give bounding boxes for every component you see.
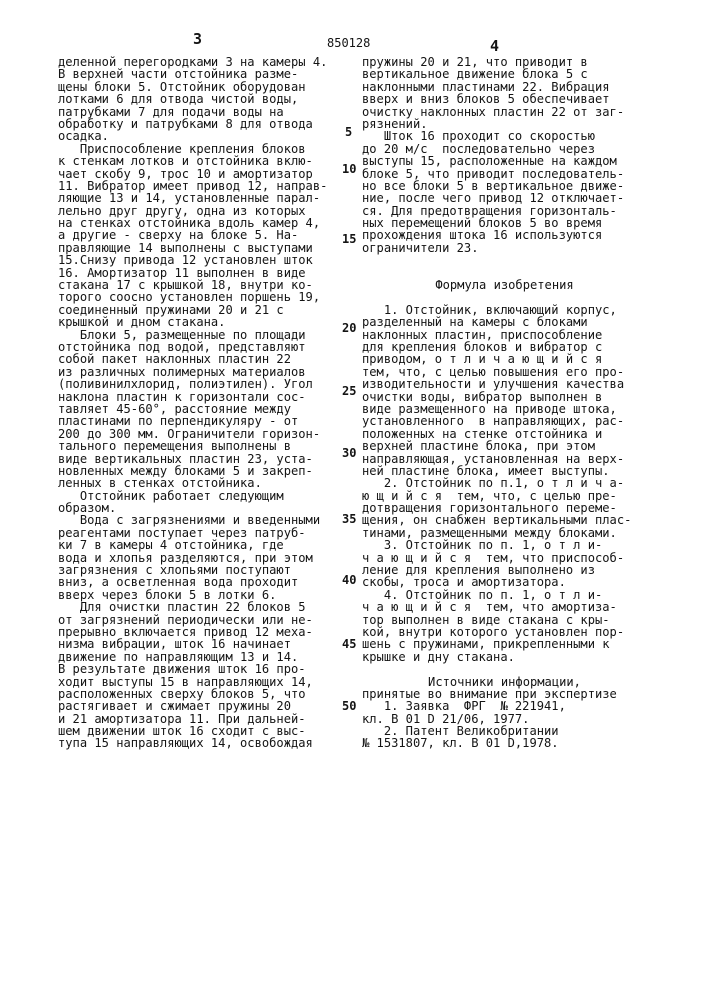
text-line: для крепления блоков и вибратор с: [362, 341, 647, 353]
line-number: 5: [345, 125, 352, 139]
text-line: ч а ю щ и й с я тем, что приспособ-: [362, 552, 647, 564]
text-line: от загрязнений периодически или не-: [58, 614, 340, 626]
line-number: 45: [342, 637, 356, 651]
text-line: тупа 15 направляющих 14, освобождая: [58, 737, 340, 749]
text-line: 11. Вибратор имеет привод 12, направ-: [58, 180, 340, 192]
text-line: правляющие 14 выполнены с выступами: [58, 242, 340, 254]
text-line: к стенкам лотков и отстойника вклю-: [58, 155, 340, 167]
text-line: щения, он снабжен вертикальными плас-: [362, 514, 647, 526]
text-line: Блоки 5, размещенные по площади: [58, 329, 340, 341]
right-column-text: [362, 56, 647, 750]
text-line: соединенный пружинами 20 и 21 с: [58, 304, 340, 316]
text-line: наклонных пластин, приспособление: [362, 329, 647, 341]
section-heading: Формула изобретения: [362, 279, 647, 291]
patent-number: 850128: [327, 36, 370, 50]
text-line: ограничители 23.: [362, 242, 647, 254]
text-line: деленной перегородками 3 на камеры 4.: [58, 56, 340, 68]
text-line: тем, что, с целью повышения его про-: [362, 366, 647, 378]
line-number: 15: [342, 232, 356, 246]
text-line: вверх через блоки 5 в лотки 6.: [58, 589, 340, 601]
text-line: ч а ю щ и й с я тем, что амортиза-: [362, 601, 647, 613]
text-line: рязнений.: [362, 118, 647, 130]
text-line: загрязнения с хлопьями поступают: [58, 564, 340, 576]
line-number: 50: [342, 699, 356, 713]
text-line: очистку наклонных пластин 22 от заг-: [362, 106, 647, 118]
text-line: вода и хлопья разделяются, при этом: [58, 552, 340, 564]
text-line: дотвращения горизонтального переме-: [362, 502, 647, 514]
text-line: 4. Отстойник по п. 1, о т л и-: [362, 589, 647, 601]
text-line: стакана 17 с крышкой 18, внутри ко-: [58, 279, 340, 291]
text-line: на стенках отстойника вдоль камер 4,: [58, 217, 340, 229]
left-column-text: [58, 56, 340, 750]
page-number-left: 3: [193, 30, 202, 48]
text-line: [362, 291, 647, 303]
text-line: Вода с загрязнениями и введенными: [58, 514, 340, 526]
text-line: ходит выступы 15 в направляющих 14,: [58, 676, 340, 688]
text-line: пластинами по перпендикуляру - от: [58, 415, 340, 427]
text-line: прерывно включается привод 12 меха-: [58, 626, 340, 638]
text-line: Приспособление крепления блоков: [58, 143, 340, 155]
text-line: крышкой и дном стакана.: [58, 316, 340, 328]
text-line: отстойника под водой, представляют: [58, 341, 340, 353]
text-line: приводом, о т л и ч а ю щ и й с я: [362, 353, 647, 365]
text-line: лотками 6 для отвода чистой воды,: [58, 93, 340, 105]
text-line: выступы 15, расположенные на каждом: [362, 155, 647, 167]
text-line: (поливинилхлорид, полиэтилен). Угол: [58, 378, 340, 390]
text-line: [362, 663, 647, 675]
text-line: разделенный на камеры с блоками: [362, 316, 647, 328]
text-line: 3. Отстойник по п. 1, о т л и-: [362, 539, 647, 551]
line-number: 35: [342, 512, 356, 526]
line-number: 25: [342, 384, 356, 398]
text-line: щены блоки 5. Отстойник оборудован: [58, 81, 340, 93]
text-line: ляющие 13 и 14, установленные парал-: [58, 192, 340, 204]
text-line: но все блоки 5 в вертикальное движе-: [362, 180, 647, 192]
text-line: принятые во внимание при экспертизе: [362, 688, 647, 700]
text-line: тор выполнен в виде стакана с кры-: [362, 614, 647, 626]
text-line: 1. Отстойник, включающий корпус,: [362, 304, 647, 316]
text-line: растягивает и сжимает пружины 20: [58, 700, 340, 712]
text-line: ся. Для предотвращения горизонталь-: [362, 205, 647, 217]
text-line: тального перемещения выполнены в: [58, 440, 340, 452]
text-line: 15.Снизу привода 12 установлен шток: [58, 254, 340, 266]
text-line: В результате движения шток 16 про-: [58, 663, 340, 675]
text-line: низма вибрации, шток 16 начинает: [58, 638, 340, 650]
text-line: лельно друг другу, одна из которых: [58, 205, 340, 217]
text-line: виде размещенного на приводе штока,: [362, 403, 647, 415]
text-line: 16. Амортизатор 11 выполнен в виде: [58, 267, 340, 279]
text-line: изводительности и улучшения качества: [362, 378, 647, 390]
text-line: обработку и патрубками 8 для отвода: [58, 118, 340, 130]
text-line: 200 до 300 мм. Ограничители горизон-: [58, 428, 340, 440]
text-line: В верхней части отстойника разме-: [58, 68, 340, 80]
text-line: тавляет 45-60°, расстояние между: [58, 403, 340, 415]
text-line: вниз, а осветленная вода проходит: [58, 576, 340, 588]
text-line: ние, после чего привод 12 отключает-: [362, 192, 647, 204]
text-line: расположенных сверху блоков 5, что: [58, 688, 340, 700]
text-line: ю щ и й с я тем, что, с целью пре-: [362, 490, 647, 502]
line-number: 20: [342, 321, 356, 335]
text-line: шень с пружинами, прикрепленными к: [362, 638, 647, 650]
text-line: 2. Отстойник по п.1, о т л и ч а-: [362, 477, 647, 489]
text-line: ление для крепления выполнено из: [362, 564, 647, 576]
text-line: и 21 амортизатора 11. При дальней-: [58, 713, 340, 725]
text-line: наклонными пластинами 22. Вибрация: [362, 81, 647, 93]
line-number: 30: [342, 446, 356, 460]
text-line: тинами, размещенными между блоками.: [362, 527, 647, 539]
text-line: пружины 20 и 21, что приводит в: [362, 56, 647, 68]
text-line: прохождения штока 16 используются: [362, 229, 647, 241]
text-line: очистки воды, вибратор выполнен в: [362, 391, 647, 403]
text-line: из различных полимерных материалов: [58, 366, 340, 378]
text-line: вверх и вниз блоков 5 обеспечивает: [362, 93, 647, 105]
text-line: кл. В 01 D 21/06, 1977.: [362, 713, 647, 725]
text-line: торого соосно установлен поршень 19,: [58, 291, 340, 303]
text-line: 1. Заявка ФРГ № 221941,: [362, 700, 647, 712]
line-number: 40: [342, 573, 356, 587]
text-line: ней пластине блока, имеет выступы.: [362, 465, 647, 477]
text-line: новленных между блоками 5 и закреп-: [58, 465, 340, 477]
text-line: [362, 254, 647, 266]
text-line: блоке 5, что приводит последователь-: [362, 168, 647, 180]
text-line: Для очистки пластин 22 блоков 5: [58, 601, 340, 613]
text-line: № 1531807, кл. В 01 D,1978.: [362, 737, 647, 749]
text-line: виде вертикальных пластин 23, уста-: [58, 453, 340, 465]
text-line: образом.: [58, 502, 340, 514]
text-line: Шток 16 проходит со скоростью: [362, 130, 647, 142]
text-line: собой пакет наклонных пластин 22: [58, 353, 340, 365]
page-number-right: 4: [490, 37, 499, 55]
text-line: установленного в направляющих, рас-: [362, 415, 647, 427]
text-line: реагентами поступает через патруб-: [58, 527, 340, 539]
text-line: скобы, троса и амортизатора.: [362, 576, 647, 588]
text-line: патрубками 7 для подачи воды на: [58, 106, 340, 118]
text-line: шем движении шток 16 сходит с выс-: [58, 725, 340, 737]
text-line: до 20 м/с последовательно через: [362, 143, 647, 155]
text-line: ленных в стенках отстойника.: [58, 477, 340, 489]
text-line: Отстойник работает следующим: [58, 490, 340, 502]
text-line: наклона пластин к горизонтали сос-: [58, 391, 340, 403]
text-line: осадка.: [58, 130, 340, 142]
line-number: 10: [342, 162, 356, 176]
text-line: кой, внутри которого установлен пор-: [362, 626, 647, 638]
text-line: ки 7 в камеры 4 отстойника, где: [58, 539, 340, 551]
text-line: крышке и дну стакана.: [362, 651, 647, 663]
text-line: ных перемещений блоков 5 во время: [362, 217, 647, 229]
text-line: положенных на стенке отстойника и: [362, 428, 647, 440]
text-line: 2. Патент Великобритании: [362, 725, 647, 737]
text-line: чает скобу 9, трос 10 и амортизатор: [58, 168, 340, 180]
text-line: а другие - сверху на блоке 5. На-: [58, 229, 340, 241]
text-line: вертикальное движение блока 5 с: [362, 68, 647, 80]
text-line: верхней пластине блока, при этом: [362, 440, 647, 452]
section-heading: Источники информации,: [362, 676, 647, 688]
text-line: направляющая, установленная на верх-: [362, 453, 647, 465]
text-line: движение по направляющим 13 и 14.: [58, 651, 340, 663]
